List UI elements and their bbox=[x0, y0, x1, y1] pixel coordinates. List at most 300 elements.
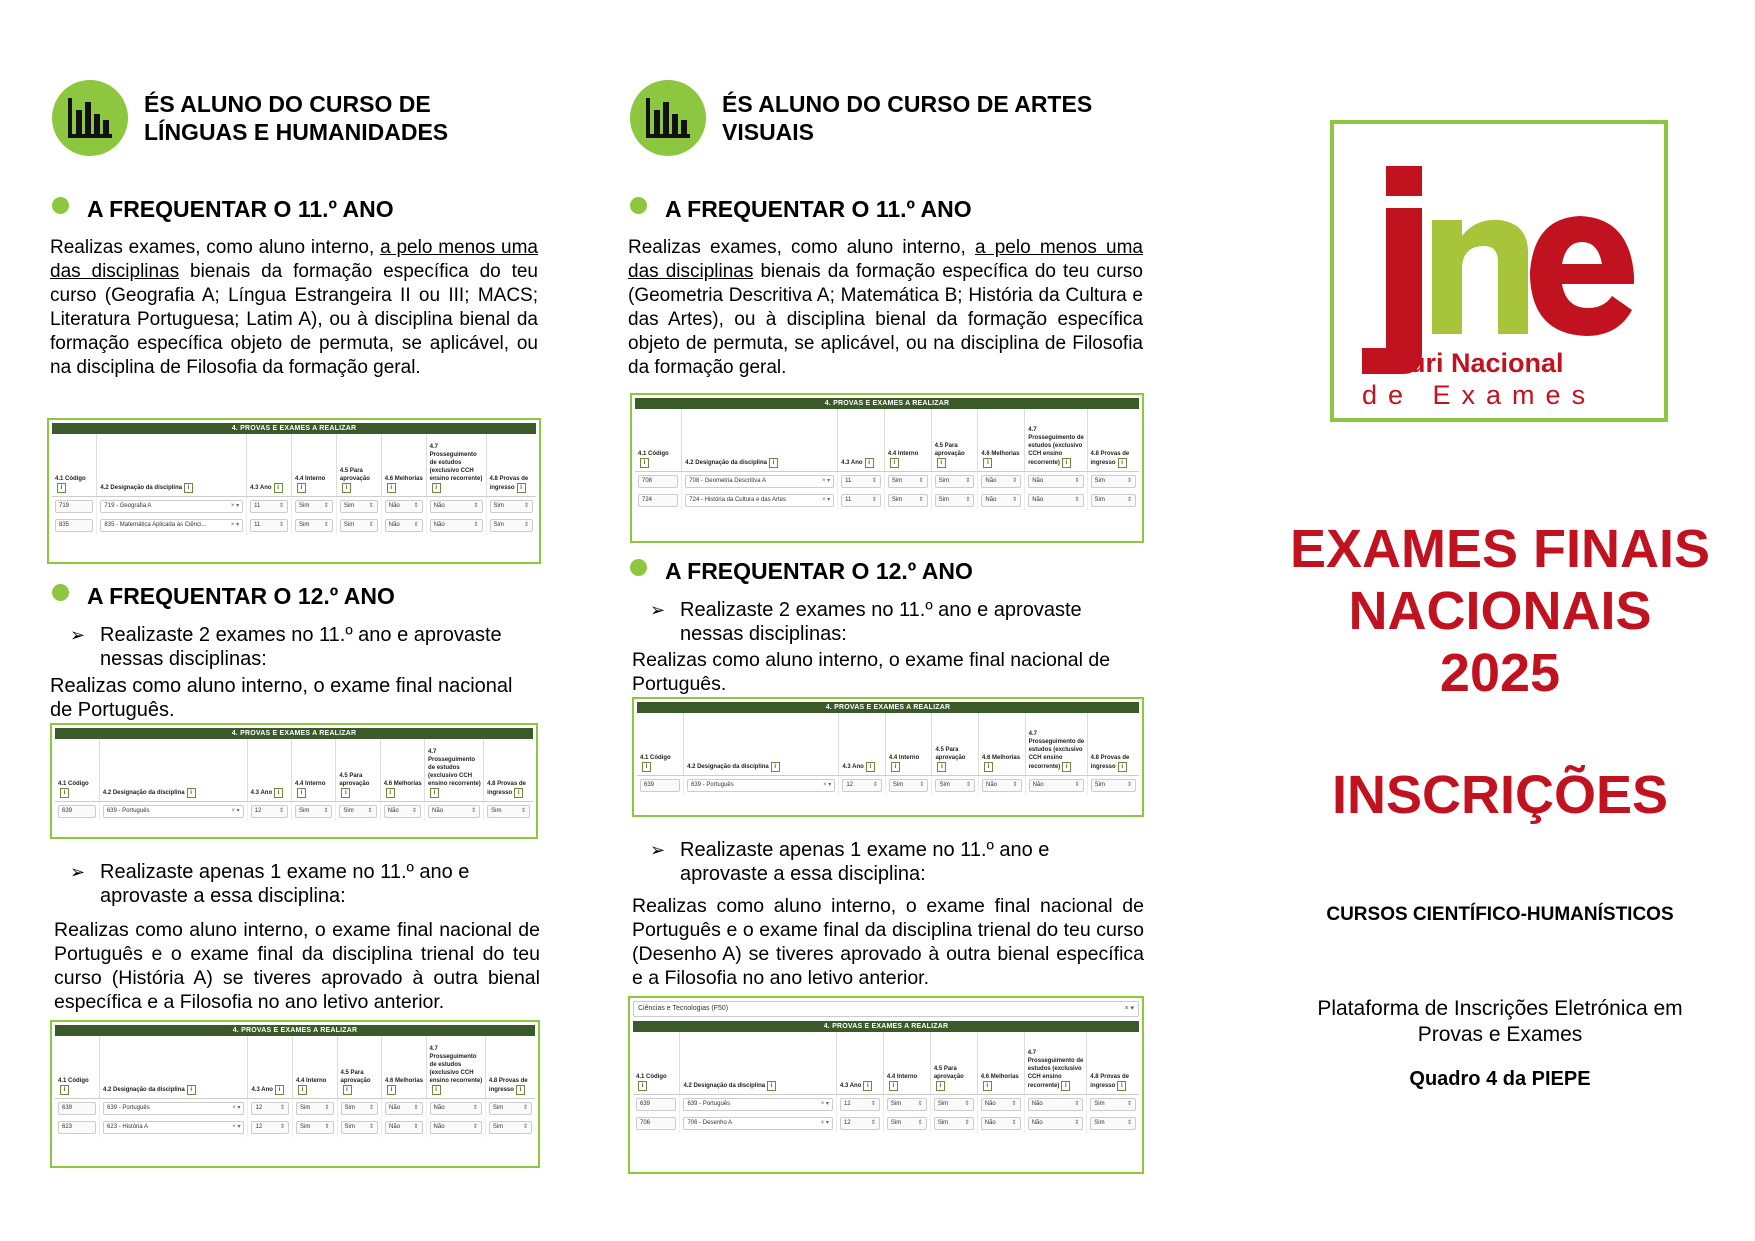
info-icon[interactable]: i bbox=[514, 788, 523, 798]
select-value: 12 bbox=[843, 1119, 851, 1126]
prosseguimento-select[interactable] bbox=[430, 1102, 482, 1115]
info-icon[interactable]: i bbox=[767, 1081, 776, 1091]
ingresso-select[interactable] bbox=[489, 1102, 532, 1115]
year-title: A FREQUENTAR O 12.º ANO bbox=[665, 558, 973, 584]
discipline-select[interactable] bbox=[103, 805, 244, 818]
select-value: Não bbox=[986, 781, 998, 788]
year-select[interactable] bbox=[251, 1102, 289, 1115]
year-select[interactable] bbox=[841, 494, 881, 507]
header-label: 4.6 Melhorias bbox=[383, 780, 422, 787]
chevron-down-icon: ⇕ bbox=[279, 1104, 285, 1111]
info-icon[interactable]: i bbox=[430, 788, 439, 798]
header-label: 4.4 Interno bbox=[296, 1077, 327, 1084]
discipline-select[interactable] bbox=[683, 1098, 833, 1111]
header-label: 4.5 Para aprovação bbox=[935, 746, 966, 761]
bar-chart-icon bbox=[52, 80, 128, 156]
info-icon[interactable]: i bbox=[936, 1081, 945, 1091]
info-icon[interactable]: i bbox=[387, 483, 396, 493]
interno-select[interactable] bbox=[888, 494, 928, 507]
aprovacao-select[interactable] bbox=[935, 779, 975, 792]
header-label: 4.8 Provas de ingresso bbox=[487, 780, 526, 796]
select-value: Sim bbox=[890, 1100, 902, 1107]
info-icon[interactable]: i bbox=[1117, 1081, 1126, 1091]
info-icon[interactable]: i bbox=[1062, 762, 1071, 772]
info-icon[interactable]: i bbox=[517, 483, 526, 493]
table-band-title: 4. PROVAS E EXAMES A REALIZAR bbox=[633, 1021, 1139, 1032]
column-header bbox=[684, 713, 839, 775]
info-icon[interactable]: i bbox=[890, 458, 899, 468]
info-icon[interactable]: i bbox=[57, 483, 66, 493]
quadro-text: Quadro 4 da PIEPE bbox=[1409, 1068, 1591, 1090]
select-value: 11 bbox=[254, 502, 261, 509]
year-title: A FREQUENTAR O 12.º ANO bbox=[87, 583, 395, 609]
exams-table bbox=[50, 723, 538, 839]
chevron-down-icon: ⇕ bbox=[472, 1104, 478, 1111]
header-label: 4.2 Designação da disciplina bbox=[100, 484, 183, 491]
select-value: Sim bbox=[491, 807, 502, 814]
bullet-text: Realizaste 2 exames no 11.º ano e aprovaste nessas disciplinas: bbox=[100, 624, 502, 670]
discipline-select[interactable] bbox=[103, 1121, 244, 1134]
header-label: 4.1 Código bbox=[58, 780, 89, 787]
header-label: 4.8 Provas de ingresso bbox=[488, 1077, 528, 1093]
interno-select[interactable] bbox=[295, 500, 333, 513]
column-header bbox=[884, 409, 931, 471]
chevron-down-icon: ⇕ bbox=[367, 807, 373, 814]
select-value: 623 - História A bbox=[107, 1123, 149, 1130]
info-icon[interactable]: i bbox=[343, 1085, 352, 1095]
select-value: Não bbox=[984, 1119, 996, 1126]
info-icon[interactable]: i bbox=[1118, 458, 1127, 468]
interno-select[interactable] bbox=[295, 805, 332, 818]
prosseguimento-select[interactable] bbox=[1028, 475, 1083, 488]
select-value: 12 bbox=[255, 1123, 263, 1130]
info-icon[interactable]: i bbox=[60, 1085, 69, 1095]
interno-select[interactable] bbox=[296, 1102, 334, 1115]
year-select[interactable] bbox=[840, 1117, 880, 1130]
select-value: Sim bbox=[937, 1100, 949, 1107]
chevron-down-icon: ⇕ bbox=[1074, 477, 1080, 484]
logo-text: úri Nacional bbox=[1409, 348, 1564, 378]
chevron-down-icon: ⇕ bbox=[413, 502, 419, 509]
chevron-down-icon: ⇕ bbox=[413, 521, 419, 528]
info-icon[interactable]: i bbox=[889, 1081, 898, 1091]
prosseguimento-select[interactable] bbox=[1029, 779, 1084, 792]
column-header bbox=[97, 434, 247, 496]
select-value: Não bbox=[1031, 1100, 1043, 1107]
column-header bbox=[292, 739, 336, 801]
year-select[interactable] bbox=[840, 1098, 880, 1111]
info-icon[interactable]: i bbox=[274, 788, 283, 798]
header-label: 4.7 Prosseguimento de estudos (exclusivo CCH ensino recorrente) bbox=[1028, 426, 1084, 466]
bullet-dot-icon bbox=[52, 197, 69, 214]
interno-select[interactable] bbox=[889, 779, 929, 792]
aprovacao-select[interactable] bbox=[340, 519, 378, 532]
column-header bbox=[291, 434, 336, 496]
ingresso-select[interactable] bbox=[1090, 1117, 1136, 1130]
aprovacao-select[interactable] bbox=[339, 805, 376, 818]
melhorias-select[interactable] bbox=[981, 1117, 1021, 1130]
select-value: Sim bbox=[493, 521, 504, 528]
chevron-down-icon: ⇕ bbox=[1012, 496, 1018, 503]
select-value: Não bbox=[432, 807, 444, 814]
prosseguimento-select[interactable] bbox=[1028, 1098, 1084, 1111]
chevron-down-icon: ⇕ bbox=[523, 502, 529, 509]
interno-select[interactable] bbox=[887, 1098, 927, 1111]
select-value: Não bbox=[388, 502, 400, 509]
interno-select[interactable] bbox=[888, 475, 928, 488]
info-icon[interactable]: i bbox=[771, 762, 780, 772]
chevron-down-icon: × ▾ bbox=[821, 496, 831, 503]
info-icon[interactable]: i bbox=[865, 458, 874, 468]
column-header bbox=[52, 434, 97, 496]
chevron-down-icon: × ▾ bbox=[821, 477, 831, 484]
header-label: 4.2 Designação da disciplina bbox=[687, 763, 769, 770]
discipline-select[interactable] bbox=[103, 1102, 244, 1115]
chevron-down-icon: ⇕ bbox=[1074, 1100, 1080, 1107]
info-icon[interactable]: i bbox=[187, 788, 196, 798]
info-icon[interactable]: i bbox=[298, 1085, 307, 1095]
melhorias-select[interactable] bbox=[982, 779, 1022, 792]
header-label: 4.3 Ano bbox=[250, 789, 273, 796]
column-header bbox=[1087, 713, 1139, 775]
select-value: Sim bbox=[298, 521, 310, 528]
code-field[interactable]: 706 bbox=[636, 1117, 676, 1130]
prosseguimento-select[interactable] bbox=[430, 519, 483, 532]
select-value: 706 - Desenho A bbox=[687, 1119, 733, 1126]
select-value: 12 bbox=[255, 1104, 263, 1111]
chevron-down-icon: ⇕ bbox=[871, 496, 877, 503]
info-icon[interactable]: i bbox=[297, 483, 306, 493]
exams-grid bbox=[635, 409, 1139, 510]
select-value: Não bbox=[433, 502, 445, 509]
year12-text1: Realizas como aluno interno, o exame final nacional de Português. bbox=[632, 649, 1111, 695]
select-value: Não bbox=[387, 807, 399, 814]
year-select[interactable] bbox=[250, 500, 288, 513]
info-icon[interactable]: i bbox=[516, 1085, 525, 1095]
subtitle: CURSOS CIENTÍFICO-HUMANÍSTICOS bbox=[1326, 904, 1674, 925]
column-header bbox=[485, 1036, 535, 1098]
column-header bbox=[635, 409, 682, 471]
column-header bbox=[682, 409, 838, 471]
year-select[interactable] bbox=[251, 1121, 289, 1134]
info-icon[interactable]: i bbox=[1118, 762, 1127, 772]
code-field[interactable]: 639 bbox=[636, 1098, 676, 1111]
year-select[interactable] bbox=[841, 475, 881, 488]
course-title: ÉS ALUNO DO CURSO DE ARTES VISUAIS bbox=[722, 91, 1093, 145]
info-icon[interactable]: i bbox=[274, 483, 283, 493]
course-select[interactable] bbox=[633, 1001, 1139, 1017]
year12-heading bbox=[52, 583, 395, 610]
info-icon[interactable]: i bbox=[640, 458, 649, 468]
info-icon[interactable]: i bbox=[638, 1081, 647, 1091]
main-title: NACIONAIS bbox=[1348, 581, 1652, 641]
year-title: A FREQUENTAR O 11.º ANO bbox=[87, 196, 394, 222]
interno-select[interactable] bbox=[296, 1121, 334, 1134]
column-header bbox=[380, 739, 424, 801]
year-select[interactable] bbox=[251, 805, 288, 818]
chevron-down-icon: ⇕ bbox=[1012, 477, 1018, 484]
header-label: 4.3 Ano bbox=[842, 763, 864, 770]
chevron-down-icon: ⇕ bbox=[870, 1119, 876, 1126]
select-value: Sim bbox=[493, 502, 504, 509]
aprovacao-select[interactable] bbox=[935, 475, 975, 488]
table-row bbox=[52, 516, 536, 535]
code-field[interactable]: 724 bbox=[638, 494, 678, 507]
para-text: Realizas exames, como aluno interno, bbox=[628, 237, 975, 258]
code-field[interactable]: 719 bbox=[55, 500, 93, 513]
column-header bbox=[426, 434, 486, 496]
chevron-down-icon: × ▾ bbox=[232, 1104, 241, 1111]
chevron-down-icon: ⇕ bbox=[965, 477, 971, 484]
code-field[interactable]: 639 bbox=[640, 779, 680, 792]
melhorias-select[interactable] bbox=[981, 494, 1021, 507]
column-header bbox=[99, 739, 247, 801]
chevron-down-icon: ⇕ bbox=[965, 781, 972, 788]
prosseguimento-select[interactable] bbox=[1028, 1117, 1084, 1130]
select-value: 639 - Português bbox=[107, 1104, 150, 1111]
discipline-select[interactable] bbox=[685, 494, 834, 507]
header-label: 4.1 Código bbox=[55, 475, 86, 482]
column-header bbox=[426, 1036, 485, 1098]
chevron-down-icon: × ▾ bbox=[1124, 1005, 1134, 1012]
info-icon[interactable]: i bbox=[891, 762, 900, 772]
chevron-down-icon: ⇕ bbox=[919, 781, 925, 788]
select-value: Sim bbox=[938, 477, 949, 484]
prosseguimento-select[interactable] bbox=[430, 1121, 482, 1134]
jne-logo bbox=[1330, 120, 1668, 422]
melhorias-select[interactable] bbox=[385, 1121, 423, 1134]
chevron-down-icon: ⇕ bbox=[1126, 1100, 1132, 1107]
info-icon[interactable]: i bbox=[275, 1085, 284, 1095]
table-row bbox=[55, 1118, 535, 1137]
discipline-select[interactable] bbox=[100, 519, 243, 532]
chevron-down-icon: ⇕ bbox=[1011, 1119, 1017, 1126]
ingresso-select[interactable] bbox=[490, 500, 533, 513]
table-band-title: 4. PROVAS E EXAMES A REALIZAR bbox=[635, 398, 1139, 409]
header-label: 4.3 Ano bbox=[841, 459, 863, 466]
code-field[interactable]: 623 bbox=[58, 1121, 96, 1134]
interno-select[interactable] bbox=[887, 1117, 927, 1130]
column-header bbox=[839, 713, 886, 775]
ingresso-select[interactable] bbox=[1091, 779, 1136, 792]
select-value: Sim bbox=[1094, 477, 1105, 484]
chevron-down-icon: ⇕ bbox=[323, 807, 329, 814]
header-label: 4.2 Designação da disciplina bbox=[103, 1086, 185, 1093]
code-field[interactable]: 639 bbox=[58, 805, 96, 818]
exams-grid bbox=[633, 1032, 1139, 1133]
header-label: 4.6 Melhorias bbox=[385, 1077, 424, 1084]
exams-table bbox=[632, 697, 1144, 817]
info-icon[interactable]: i bbox=[984, 762, 993, 772]
column-header bbox=[1087, 1032, 1139, 1094]
chevron-down-icon: ⇕ bbox=[871, 477, 877, 484]
info-icon[interactable]: i bbox=[386, 788, 395, 798]
header-label: 4.7 Prosseguimento de estudos (exclusivo CCH ensino recorrente) bbox=[429, 1045, 483, 1084]
chevron-down-icon: ⇕ bbox=[964, 1100, 970, 1107]
exams-table bbox=[630, 393, 1144, 543]
year-select[interactable] bbox=[842, 779, 882, 792]
info-icon[interactable]: i bbox=[387, 1085, 396, 1095]
melhorias-select[interactable] bbox=[385, 519, 423, 532]
chevron-down-icon: ⇕ bbox=[369, 1123, 375, 1130]
header-label: 4.6 Melhorias bbox=[981, 450, 1020, 457]
chevron-down-icon: × ▾ bbox=[230, 521, 240, 528]
chevron-down-icon: ⇕ bbox=[278, 807, 285, 814]
select-value: 12 bbox=[254, 807, 262, 814]
chevron-down-icon: × ▾ bbox=[232, 1123, 241, 1130]
table-band-title: 4. PROVAS E EXAMES A REALIZAR bbox=[55, 728, 533, 739]
column-header bbox=[930, 1032, 977, 1094]
info-icon[interactable]: i bbox=[342, 483, 351, 493]
column-header bbox=[633, 1032, 680, 1094]
column-header bbox=[885, 713, 932, 775]
chevron-down-icon: ⇕ bbox=[324, 1104, 330, 1111]
column-header bbox=[931, 409, 978, 471]
table-row bbox=[635, 471, 1139, 491]
chevron-down-icon: ⇕ bbox=[917, 1119, 923, 1126]
column-header bbox=[247, 739, 291, 801]
select-value: Não bbox=[984, 1100, 996, 1107]
discipline-select[interactable] bbox=[687, 779, 835, 792]
code-field[interactable]: 835 bbox=[55, 519, 93, 532]
aprovacao-select[interactable] bbox=[935, 494, 975, 507]
info-icon[interactable]: i bbox=[184, 483, 193, 493]
aprovacao-select[interactable] bbox=[934, 1098, 974, 1111]
info-icon[interactable]: i bbox=[866, 762, 875, 772]
discipline-select[interactable] bbox=[100, 500, 243, 513]
chevron-down-icon: ⇕ bbox=[1074, 781, 1080, 788]
code-field[interactable]: 708 bbox=[638, 475, 678, 488]
select-value: Não bbox=[1031, 1119, 1043, 1126]
chevron-down-icon: × ▾ bbox=[820, 1100, 829, 1107]
ingresso-select[interactable] bbox=[487, 805, 530, 818]
select-value: Não bbox=[985, 496, 997, 503]
info-icon[interactable]: i bbox=[60, 788, 69, 798]
ingresso-select[interactable] bbox=[490, 519, 533, 532]
chevron-down-icon: ⇕ bbox=[1012, 781, 1018, 788]
column-header bbox=[336, 434, 381, 496]
select-value: Sim bbox=[890, 1119, 902, 1126]
info-icon[interactable]: i bbox=[432, 1085, 441, 1095]
info-icon[interactable]: i bbox=[769, 458, 778, 468]
header-label: 4.1 Código bbox=[58, 1077, 89, 1084]
chevron-down-icon: ⇕ bbox=[1126, 496, 1132, 503]
prosseguimento-select[interactable] bbox=[1028, 494, 1083, 507]
info-icon[interactable]: i bbox=[937, 762, 946, 772]
chevron-down-icon: ⇕ bbox=[1011, 1100, 1017, 1107]
info-icon[interactable]: i bbox=[937, 458, 946, 468]
chevron-down-icon: ⇕ bbox=[918, 477, 924, 484]
column-header bbox=[637, 713, 684, 775]
discipline-select[interactable] bbox=[685, 475, 834, 488]
exams-grid bbox=[52, 434, 536, 535]
year11-heading bbox=[52, 196, 394, 223]
discipline-select[interactable] bbox=[683, 1117, 833, 1130]
column-header bbox=[883, 1032, 930, 1094]
year11-paragraph bbox=[628, 236, 1143, 380]
column-header bbox=[425, 739, 484, 801]
chevron-down-icon: × ▾ bbox=[230, 502, 240, 509]
header-label: 4.8 Provas de ingresso bbox=[1090, 1073, 1129, 1089]
ingresso-select[interactable] bbox=[1091, 494, 1136, 507]
column-header bbox=[100, 1036, 248, 1098]
aprovacao-select[interactable] bbox=[341, 1121, 379, 1134]
prosseguimento-select[interactable] bbox=[428, 805, 480, 818]
info-icon[interactable]: i bbox=[297, 788, 306, 798]
inscricoes-title: INSCRIÇÕES bbox=[1331, 765, 1669, 825]
interno-select[interactable] bbox=[295, 519, 333, 532]
select-value: 12 bbox=[846, 781, 854, 788]
chevron-down-icon: ⇕ bbox=[1074, 496, 1080, 503]
aprovacao-select[interactable] bbox=[340, 500, 378, 513]
prosseguimento-select[interactable] bbox=[430, 500, 483, 513]
select-value: Sim bbox=[299, 807, 310, 814]
info-icon[interactable]: i bbox=[983, 458, 992, 468]
column-header bbox=[838, 409, 885, 471]
header-label: 4.5 Para aprovação bbox=[339, 467, 370, 482]
info-icon[interactable]: i bbox=[1061, 1081, 1070, 1091]
ingresso-select[interactable] bbox=[1091, 475, 1136, 488]
main-title: EXAMES FINAIS bbox=[1289, 519, 1711, 579]
table-row bbox=[637, 775, 1139, 795]
select-value: Sim bbox=[1094, 781, 1106, 788]
ingresso-select[interactable] bbox=[1090, 1098, 1136, 1111]
info-icon[interactable]: i bbox=[432, 483, 441, 493]
header-label: 4.6 Melhorias bbox=[384, 475, 423, 482]
arrow-icon: ➢ bbox=[650, 840, 666, 860]
exams-grid bbox=[637, 713, 1139, 795]
melhorias-select[interactable] bbox=[981, 475, 1021, 488]
info-icon[interactable]: i bbox=[341, 788, 350, 798]
header-label: 4.2 Designação da disciplina bbox=[683, 1082, 766, 1089]
select-value: Não bbox=[388, 521, 400, 528]
info-icon[interactable]: i bbox=[642, 762, 651, 772]
column-header bbox=[293, 1036, 338, 1098]
column-header bbox=[55, 1036, 100, 1098]
chevron-down-icon: ⇕ bbox=[917, 1100, 923, 1107]
header-label: 4.3 Ano bbox=[839, 1082, 862, 1089]
year11-paragraph bbox=[50, 236, 538, 380]
ingresso-select[interactable] bbox=[489, 1121, 532, 1134]
melhorias-select[interactable] bbox=[384, 805, 421, 818]
select-value: Sim bbox=[300, 1123, 311, 1130]
aprovacao-select[interactable] bbox=[341, 1102, 379, 1115]
select-value: 835 - Matemática Aplicada às Ciênci... bbox=[104, 521, 207, 528]
header-label: 4.8 Provas de ingresso bbox=[1090, 450, 1130, 466]
select-value: Sim bbox=[1094, 496, 1105, 503]
para-underline: a pelo menos uma das disciplinas bbox=[628, 237, 1143, 282]
info-icon[interactable]: i bbox=[863, 1081, 872, 1091]
year-select[interactable] bbox=[250, 519, 288, 532]
chevron-down-icon: × ▾ bbox=[820, 1119, 829, 1126]
chevron-down-icon: ⇕ bbox=[870, 1100, 876, 1107]
melhorias-select[interactable] bbox=[385, 1102, 423, 1115]
header-label: 4.7 Prosseguimento de estudos (exclusivo CCH ensino recorrente) bbox=[1028, 730, 1085, 770]
melhorias-select[interactable] bbox=[981, 1098, 1021, 1111]
chevron-down-icon: ⇕ bbox=[413, 1104, 419, 1111]
header-label: 4.8 Provas de ingresso bbox=[489, 475, 529, 491]
code-field[interactable]: 639 bbox=[58, 1102, 96, 1115]
info-icon[interactable]: i bbox=[187, 1085, 196, 1095]
arrow-icon: ➢ bbox=[70, 625, 86, 645]
header-label: 4.6 Melhorias bbox=[982, 754, 1021, 761]
chevron-down-icon: ⇕ bbox=[278, 502, 284, 509]
info-icon[interactable]: i bbox=[983, 1081, 992, 1091]
info-icon[interactable]: i bbox=[1062, 458, 1071, 468]
select-value: Sim bbox=[343, 807, 354, 814]
aprovacao-select[interactable] bbox=[934, 1117, 974, 1130]
melhorias-select[interactable] bbox=[385, 500, 423, 513]
